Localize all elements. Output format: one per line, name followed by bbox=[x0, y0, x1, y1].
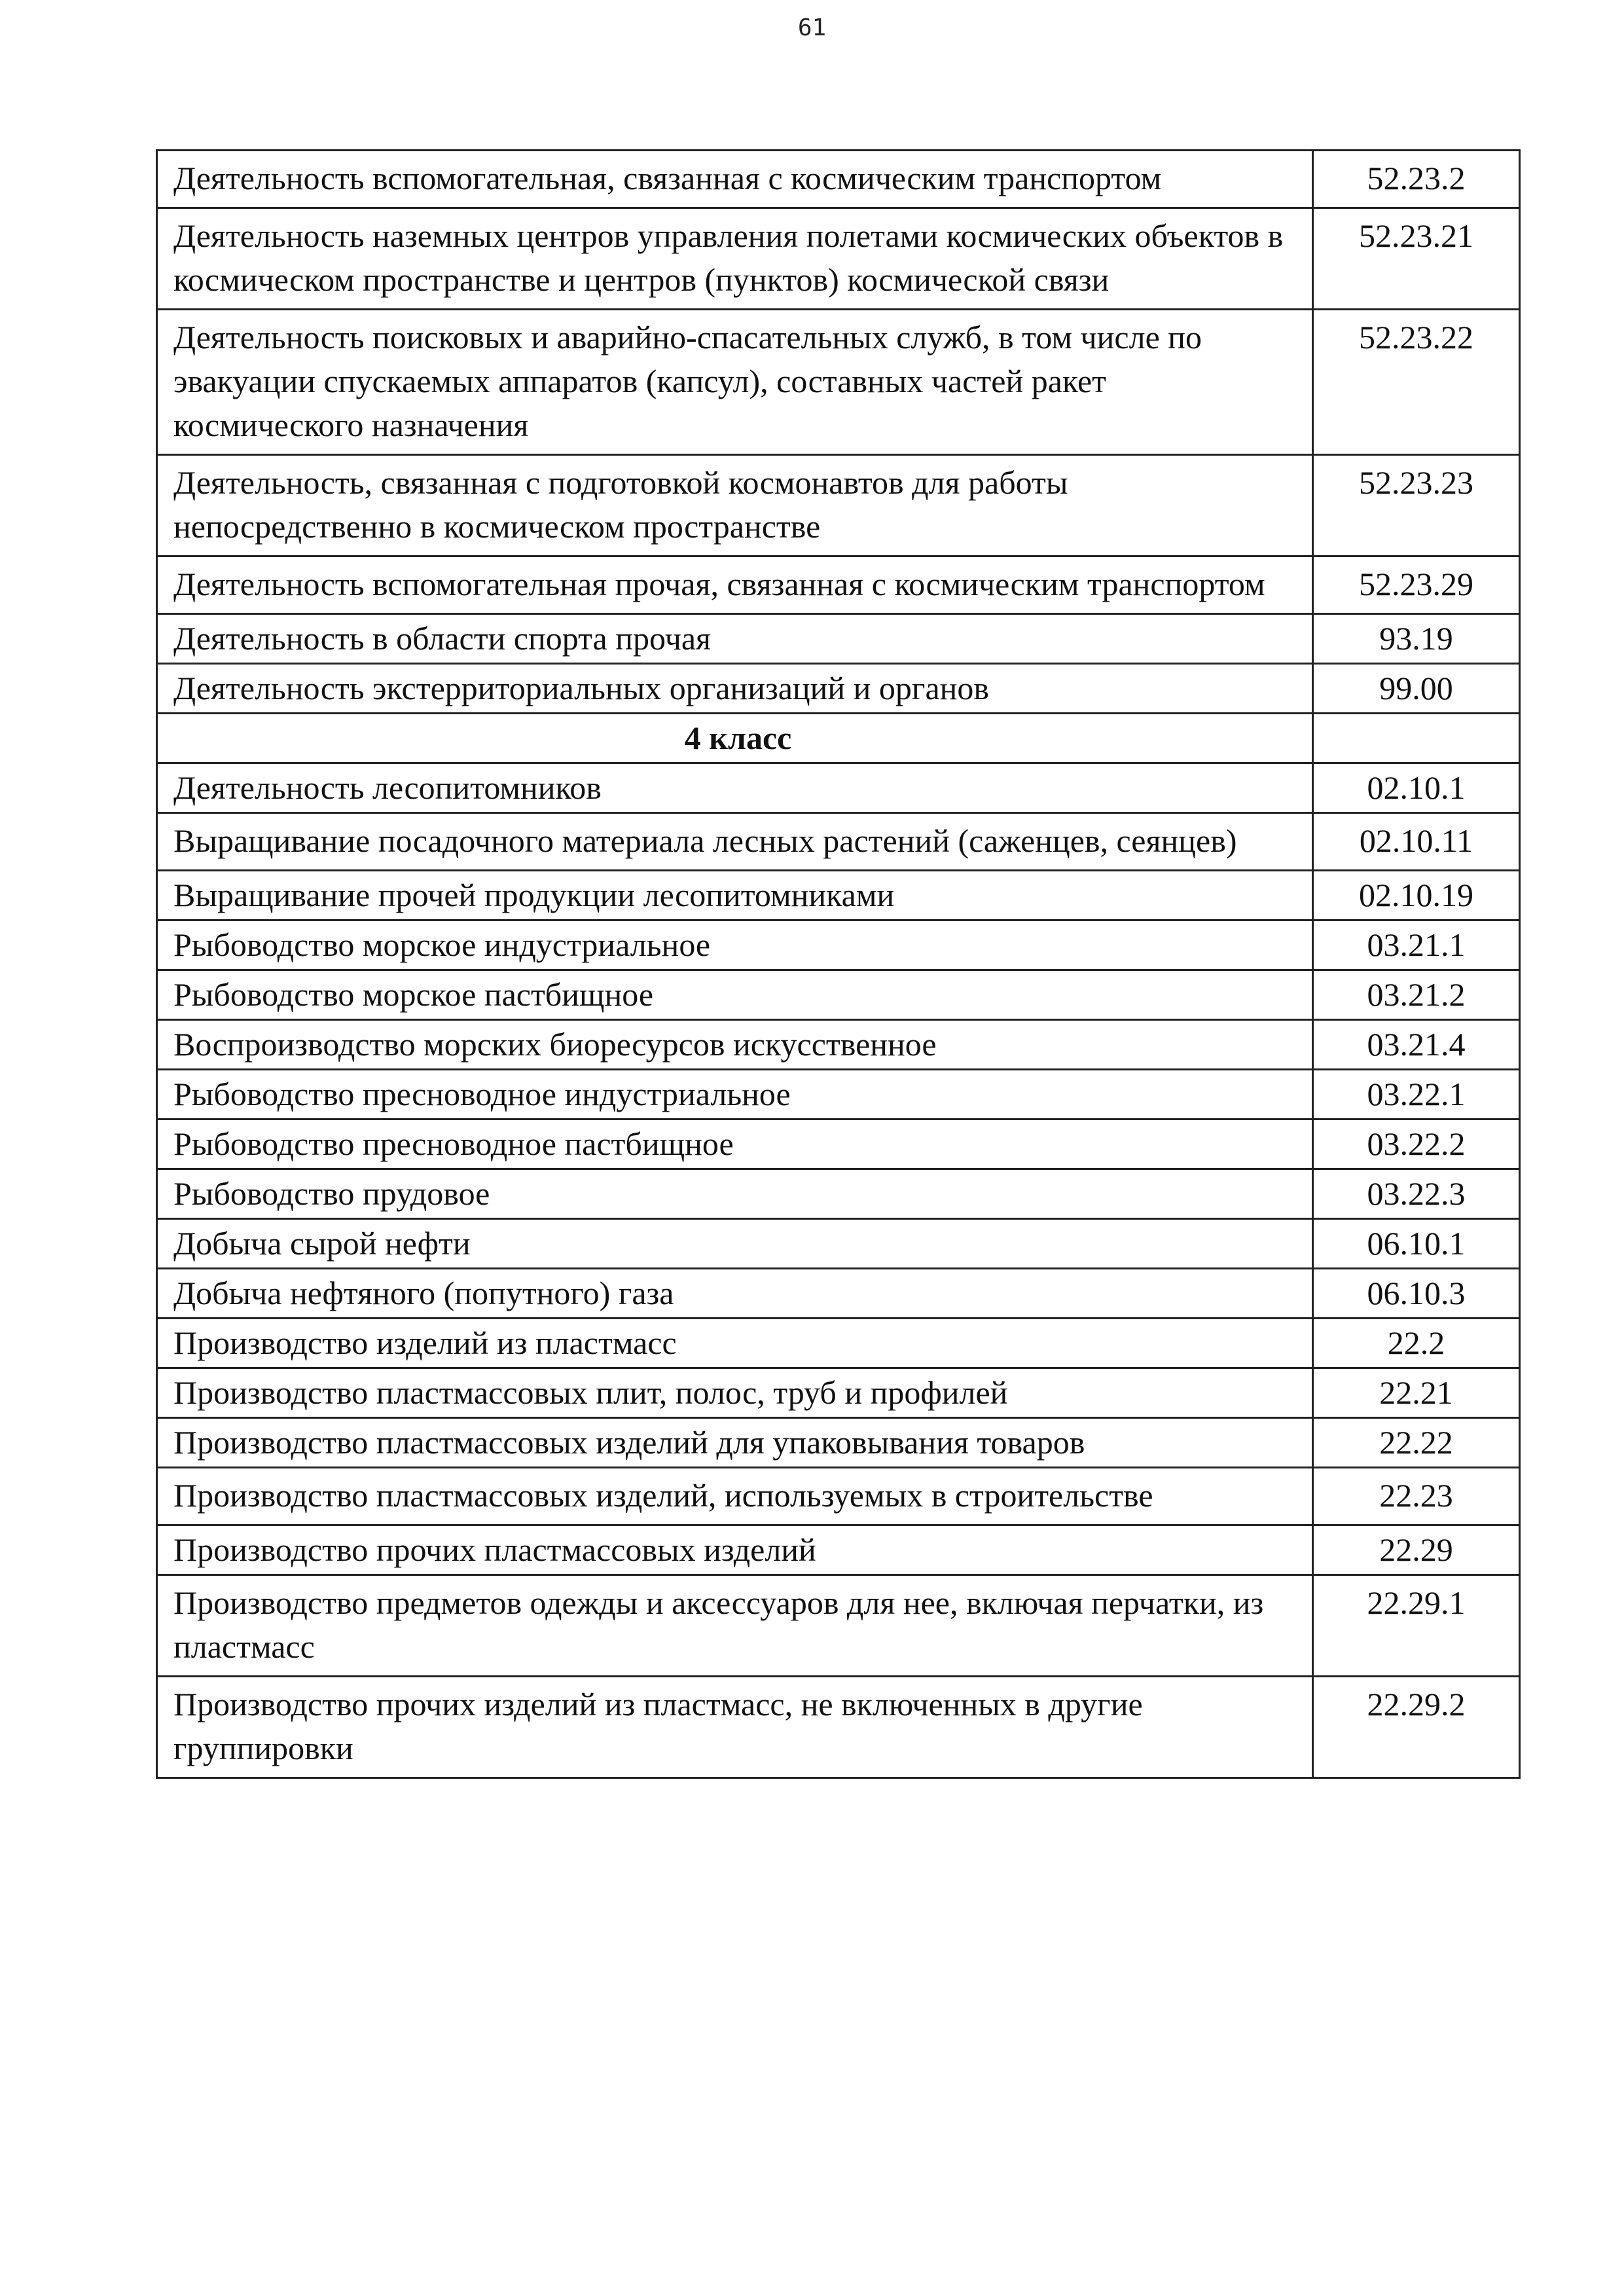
table-row bbox=[157, 1677, 1520, 1778]
activity-name: Деятельность вспомогательная, связанная с космическим транспортом bbox=[157, 151, 1313, 208]
table-row bbox=[157, 1319, 1520, 1368]
classification-table bbox=[156, 149, 1521, 1779]
table-row bbox=[157, 1269, 1520, 1319]
activity-name: Рыбоводство морское индустриальное bbox=[157, 920, 1313, 970]
activity-code: 52.23.21 bbox=[1313, 208, 1520, 310]
activity-name: Выращивание посадочного материала лесных растений (саженцев, сеянцев) bbox=[157, 813, 1313, 871]
activity-name: Производство прочих пластмассовых изделий bbox=[157, 1525, 1313, 1575]
activity-code: 22.29.1 bbox=[1313, 1575, 1520, 1677]
table-row bbox=[157, 763, 1520, 813]
activity-code bbox=[1313, 714, 1520, 763]
table-row bbox=[157, 970, 1520, 1020]
activity-name: Деятельность экстерриториальных организаций и органов bbox=[157, 664, 1313, 714]
table-row bbox=[157, 920, 1520, 970]
activity-code: 52.23.23 bbox=[1313, 455, 1520, 556]
activity-code: 06.10.1 bbox=[1313, 1219, 1520, 1269]
activity-name: Деятельность поисковых и аварийно-спасательных служб, в том числе по эвакуации спускаемых аппаратов (капсул), составных частей ракет космического назначения bbox=[157, 310, 1313, 455]
activity-name: Рыбоводство прудовое bbox=[157, 1169, 1313, 1219]
table-row bbox=[157, 1418, 1520, 1468]
table-row bbox=[157, 310, 1520, 455]
activity-name: Воспроизводство морских биоресурсов искусственное bbox=[157, 1020, 1313, 1070]
activity-code: 03.22.3 bbox=[1313, 1169, 1520, 1219]
section-heading: 4 класс bbox=[157, 714, 1313, 763]
table-row bbox=[157, 813, 1520, 871]
activity-code: 52.23.22 bbox=[1313, 310, 1520, 455]
table-row bbox=[157, 1575, 1520, 1677]
activity-code: 03.22.1 bbox=[1313, 1070, 1520, 1120]
activity-name: Деятельность в области спорта прочая bbox=[157, 614, 1313, 664]
activity-code: 06.10.3 bbox=[1313, 1269, 1520, 1319]
table-row bbox=[157, 455, 1520, 556]
table-row bbox=[157, 151, 1520, 208]
activity-code: 22.29 bbox=[1313, 1525, 1520, 1575]
table-row bbox=[157, 1468, 1520, 1525]
classification-table-container bbox=[156, 149, 1519, 1779]
activity-name: Выращивание прочей продукции лесопитомниками bbox=[157, 871, 1313, 920]
activity-code: 93.19 bbox=[1313, 614, 1520, 664]
table-row bbox=[157, 664, 1520, 714]
activity-name: Добыча сырой нефти bbox=[157, 1219, 1313, 1269]
activity-code: 99.00 bbox=[1313, 664, 1520, 714]
table-row bbox=[157, 1120, 1520, 1169]
activity-name: Рыбоводство морское пастбищное bbox=[157, 970, 1313, 1020]
table-row bbox=[157, 1368, 1520, 1418]
activity-code: 22.21 bbox=[1313, 1368, 1520, 1418]
activity-name: Производство предметов одежды и аксессуаров для нее, включая перчатки, из пластмасс bbox=[157, 1575, 1313, 1677]
section-heading-row bbox=[157, 714, 1520, 763]
table-row bbox=[157, 1169, 1520, 1219]
activity-code: 22.29.2 bbox=[1313, 1677, 1520, 1778]
activity-code: 02.10.11 bbox=[1313, 813, 1520, 871]
activity-name: Рыбоводство пресноводное индустриальное bbox=[157, 1070, 1313, 1120]
activity-name: Производство пластмассовых изделий, используемых в строительстве bbox=[157, 1468, 1313, 1525]
activity-name: Деятельность лесопитомников bbox=[157, 763, 1313, 813]
table-row bbox=[157, 614, 1520, 664]
activity-name: Деятельность вспомогательная прочая, связанная с космическим транспортом bbox=[157, 556, 1313, 614]
table-row bbox=[157, 208, 1520, 310]
activity-code: 52.23.2 bbox=[1313, 151, 1520, 208]
activity-code: 02.10.19 bbox=[1313, 871, 1520, 920]
activity-code: 52.23.29 bbox=[1313, 556, 1520, 614]
activity-code: 22.22 bbox=[1313, 1418, 1520, 1468]
activity-name: Деятельность, связанная с подготовкой космонавтов для работы непосредственно в космическом пространстве bbox=[157, 455, 1313, 556]
activity-code: 03.21.4 bbox=[1313, 1020, 1520, 1070]
table-row bbox=[157, 556, 1520, 614]
activity-name: Производство пластмассовых изделий для упаковывания товаров bbox=[157, 1418, 1313, 1468]
activity-code: 03.21.2 bbox=[1313, 970, 1520, 1020]
table-body bbox=[157, 151, 1520, 1778]
activity-name: Рыбоводство пресноводное пастбищное bbox=[157, 1120, 1313, 1169]
table-row bbox=[157, 871, 1520, 920]
activity-code: 22.2 bbox=[1313, 1319, 1520, 1368]
activity-code: 22.23 bbox=[1313, 1468, 1520, 1525]
activity-name: Производство изделий из пластмасс bbox=[157, 1319, 1313, 1368]
table-row bbox=[157, 1070, 1520, 1120]
table-row bbox=[157, 1525, 1520, 1575]
activity-code: 02.10.1 bbox=[1313, 763, 1520, 813]
table-row bbox=[157, 1219, 1520, 1269]
activity-name: Деятельность наземных центров управления полетами космических объектов в космическом пространстве и центров (пунктов) космической связи bbox=[157, 208, 1313, 310]
activity-code: 03.21.1 bbox=[1313, 920, 1520, 970]
activity-name: Производство прочих изделий из пластмасс, не включенных в другие группировки bbox=[157, 1677, 1313, 1778]
activity-code: 03.22.2 bbox=[1313, 1120, 1520, 1169]
activity-name: Производство пластмассовых плит, полос, труб и профилей bbox=[157, 1368, 1313, 1418]
page-number: 61 bbox=[797, 14, 827, 41]
table-row bbox=[157, 1020, 1520, 1070]
activity-name: Добыча нефтяного (попутного) газа bbox=[157, 1269, 1313, 1319]
